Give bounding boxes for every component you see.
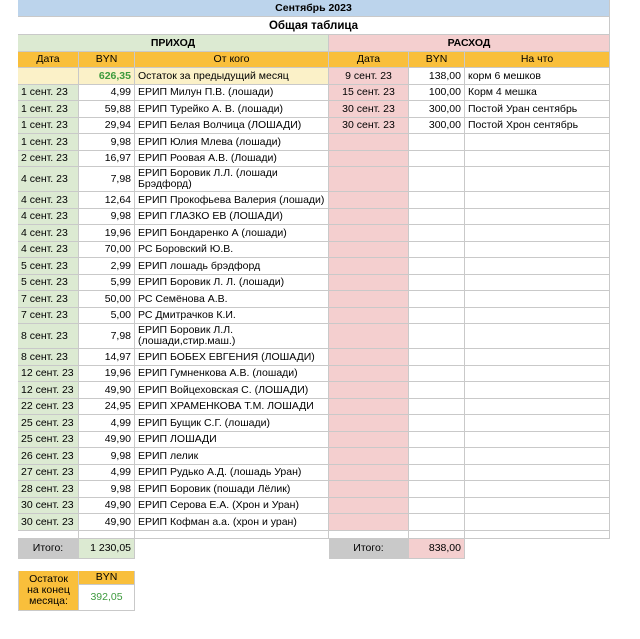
balance-value: 392,05	[79, 585, 135, 611]
expense-date-empty	[329, 399, 409, 416]
carryover-amount: 626,35	[79, 68, 135, 85]
expense-amount: 138,00	[409, 68, 465, 85]
expense-amount-empty	[409, 399, 465, 416]
expense-purpose-empty	[465, 324, 610, 349]
income-date: 7 сент. 23	[18, 291, 79, 308]
expense-purpose-empty	[465, 258, 610, 275]
expense-amount-empty	[409, 167, 465, 192]
table-row	[18, 465, 610, 482]
table-row	[18, 308, 610, 325]
income-from: ЕРИП Милун П.В. (лошади)	[135, 85, 329, 102]
income-from: ЕРИП ЛОШАДИ	[135, 432, 329, 449]
table-row	[18, 415, 610, 432]
expense-amount-empty	[409, 514, 465, 531]
expense-amount-empty	[409, 151, 465, 168]
income-amount: 49,90	[79, 514, 135, 531]
income-from: ЕРИП Прокофьева Валерия (лошади)	[135, 192, 329, 209]
income-date: 30 сент. 23	[18, 498, 79, 515]
income-date: 28 сент. 23	[18, 481, 79, 498]
expense-purpose-empty	[465, 134, 610, 151]
table-row	[18, 209, 610, 226]
expense-amount-empty	[409, 498, 465, 515]
expense-purpose: корм 6 мешков	[465, 68, 610, 85]
table-row	[18, 366, 610, 383]
carryover-label: Остаток за предыдущий месяц	[135, 68, 329, 85]
income-date: 5 сент. 23	[18, 258, 79, 275]
table-row	[18, 514, 610, 531]
expense-date: 9 сент. 23	[329, 68, 409, 85]
income-amount: 24,95	[79, 399, 135, 416]
income-date: 8 сент. 23	[18, 324, 79, 349]
income-amount: 12,64	[79, 192, 135, 209]
income-from: ЕРИП Роовая А.В. (Лошади)	[135, 151, 329, 168]
expense-amount-empty	[409, 432, 465, 449]
income-from: ЕРИП ХРАМЕНКОВА Т.М. ЛОШАДИ	[135, 399, 329, 416]
table-row	[18, 85, 610, 102]
table-row	[18, 498, 610, 515]
income-amount: 70,00	[79, 242, 135, 259]
income-date: 26 сент. 23	[18, 448, 79, 465]
expense-date-empty	[329, 465, 409, 482]
income-total-value: 1 230,05	[79, 539, 135, 559]
expense-date-empty	[329, 514, 409, 531]
month-title: Сентябрь 2023	[18, 0, 610, 17]
income-from: РС Семёнова А.В.	[135, 291, 329, 308]
income-from: ЕРИП Юлия Млева (лошади)	[135, 134, 329, 151]
income-from: РС Дмитрачков К.И.	[135, 308, 329, 325]
expense-header-purpose: На что	[465, 52, 610, 69]
income-date: 1 сент. 23	[18, 85, 79, 102]
income-date: 12 сент. 23	[18, 382, 79, 399]
expense-amount-empty	[409, 382, 465, 399]
income-amount: 16,97	[79, 151, 135, 168]
expense-amount: 100,00	[409, 85, 465, 102]
expense-amount-empty	[409, 366, 465, 383]
expense-date: 15 сент. 23	[329, 85, 409, 102]
expense-purpose-empty	[465, 448, 610, 465]
income-from: ЕРИП Турейко А. В. (лошади)	[135, 101, 329, 118]
income-amount: 2,99	[79, 258, 135, 275]
income-from: ЕРИП Боровик Л. Л. (лошади)	[135, 275, 329, 292]
income-date: 8 сент. 23	[18, 349, 79, 366]
income-from: ЕРИП Серова Е.А. (Хрон и Уран)	[135, 498, 329, 515]
expense-total-value: 838,00	[409, 539, 465, 559]
income-from: ЕРИП Боровик Л.Л. (лошади,стир.маш.)	[135, 324, 329, 349]
income-amount: 19,96	[79, 225, 135, 242]
income-amount: 9,98	[79, 481, 135, 498]
income-date: 30 сент. 23	[18, 514, 79, 531]
income-amount: 29,94	[79, 118, 135, 135]
expense-date-empty	[329, 225, 409, 242]
expense-date-empty	[329, 349, 409, 366]
spreadsheet	[18, 0, 610, 611]
income-amount: 7,98	[79, 324, 135, 349]
table-row	[18, 324, 610, 349]
income-date: 12 сент. 23	[18, 366, 79, 383]
expense-amount-empty	[409, 275, 465, 292]
expense-date: 30 сент. 23	[329, 118, 409, 135]
expense-purpose-empty	[465, 242, 610, 259]
income-amount: 5,99	[79, 275, 135, 292]
income-from: ЕРИП ГЛАЗКО ЕВ (ЛОШАДИ)	[135, 209, 329, 226]
expense-date-empty	[329, 242, 409, 259]
income-from: РС Боровский Ю.В.	[135, 242, 329, 259]
expense-amount-empty	[409, 134, 465, 151]
expense-date-empty	[329, 275, 409, 292]
income-date: 4 сент. 23	[18, 242, 79, 259]
expense-purpose-empty	[465, 399, 610, 416]
expense-amount-empty	[409, 415, 465, 432]
balance-label: Остаток на конец месяца:	[18, 571, 79, 611]
income-date: 2 сент. 23	[18, 151, 79, 168]
income-from: ЕРИП Боровик (пошади Лёлик)	[135, 481, 329, 498]
table-row	[18, 349, 610, 366]
data-rows	[18, 68, 610, 531]
table-title: Общая таблица	[18, 17, 610, 35]
expense-amount-empty	[409, 308, 465, 325]
income-amount: 9,98	[79, 448, 135, 465]
income-date: 1 сент. 23	[18, 118, 79, 135]
table-row	[18, 399, 610, 416]
expense-amount-empty	[409, 225, 465, 242]
expense-purpose-empty	[465, 291, 610, 308]
expense-purpose-empty	[465, 415, 610, 432]
income-date: 27 сент. 23	[18, 465, 79, 482]
income-header-date: Дата	[18, 52, 79, 69]
table-row	[18, 134, 610, 151]
table-row	[18, 151, 610, 168]
expense-purpose: Корм 4 мешка	[465, 85, 610, 102]
table-row	[18, 275, 610, 292]
expense-date-empty	[329, 382, 409, 399]
expense-purpose-empty	[465, 481, 610, 498]
expense-date-empty	[329, 366, 409, 383]
expense-amount-empty	[409, 242, 465, 259]
income-date: 5 сент. 23	[18, 275, 79, 292]
expense-header-byn: BYN	[409, 52, 465, 69]
expense-date-empty	[329, 448, 409, 465]
table-row	[18, 68, 610, 85]
expense-total-label: Итого:	[329, 539, 409, 559]
income-from: ЕРИП Белая Волчица (ЛОШАДИ)	[135, 118, 329, 135]
income-amount: 7,98	[79, 167, 135, 192]
income-date: 4 сент. 23	[18, 209, 79, 226]
expense-date-empty	[329, 258, 409, 275]
income-date: 25 сент. 23	[18, 415, 79, 432]
income-date: 4 сент. 23	[18, 192, 79, 209]
expense-amount-empty	[409, 465, 465, 482]
income-amount: 50,00	[79, 291, 135, 308]
table-row	[18, 101, 610, 118]
expense-purpose-empty	[465, 167, 610, 192]
income-from: ЕРИП Бондаренко А (лошади)	[135, 225, 329, 242]
income-amount: 49,90	[79, 432, 135, 449]
income-from: ЕРИП БОБЕХ ЕВГЕНИЯ (ЛОШАДИ)	[135, 349, 329, 366]
expense-amount-empty	[409, 258, 465, 275]
expense-date-empty	[329, 209, 409, 226]
expense-purpose-empty	[465, 498, 610, 515]
expense-date-empty	[329, 498, 409, 515]
income-amount: 49,90	[79, 382, 135, 399]
expense-purpose-empty	[465, 514, 610, 531]
table-row	[18, 258, 610, 275]
income-from: ЕРИП Войцеховская С. (ЛОШАДИ)	[135, 382, 329, 399]
income-amount: 14,97	[79, 349, 135, 366]
income-section-title: ПРИХОД	[18, 35, 329, 52]
table-row	[18, 291, 610, 308]
expense-date-empty	[329, 134, 409, 151]
expense-purpose-empty	[465, 349, 610, 366]
expense-date-empty	[329, 308, 409, 325]
expense-date-empty	[329, 291, 409, 308]
expense-purpose: Постой Хрон сентябрь	[465, 118, 610, 135]
income-amount: 4,99	[79, 415, 135, 432]
expense-date-empty	[329, 415, 409, 432]
expense-purpose-empty	[465, 308, 610, 325]
table-row	[18, 448, 610, 465]
expense-amount: 300,00	[409, 101, 465, 118]
income-amount: 5,00	[79, 308, 135, 325]
expense-amount: 300,00	[409, 118, 465, 135]
expense-purpose-empty	[465, 366, 610, 383]
expense-purpose-empty	[465, 225, 610, 242]
expense-date-empty	[329, 481, 409, 498]
income-from: ЕРИП Рудько А.Д. (лошадь Уран)	[135, 465, 329, 482]
expense-date-empty	[329, 324, 409, 349]
expense-purpose-empty	[465, 209, 610, 226]
expense-date-empty	[329, 192, 409, 209]
income-date: 7 сент. 23	[18, 308, 79, 325]
table-row	[18, 382, 610, 399]
income-amount: 4,99	[79, 465, 135, 482]
income-from: ЕРИП лелик	[135, 448, 329, 465]
income-header-from: От кого	[135, 52, 329, 69]
income-amount: 19,96	[79, 366, 135, 383]
income-total-label: Итого:	[18, 539, 79, 559]
income-amount: 9,98	[79, 134, 135, 151]
expense-date: 30 сент. 23	[329, 101, 409, 118]
expense-purpose-empty	[465, 151, 610, 168]
expense-amount-empty	[409, 192, 465, 209]
income-from: ЕРИП лошадь брэдфорд	[135, 258, 329, 275]
table-row	[18, 481, 610, 498]
expense-amount-empty	[409, 324, 465, 349]
income-amount: 4,99	[79, 85, 135, 102]
table-row	[18, 167, 610, 192]
expense-purpose-empty	[465, 192, 610, 209]
expense-date-empty	[329, 432, 409, 449]
expense-purpose-empty	[465, 432, 610, 449]
expense-amount-empty	[409, 209, 465, 226]
carryover-date	[18, 68, 79, 85]
table-row	[18, 432, 610, 449]
expense-amount-empty	[409, 291, 465, 308]
expense-date-empty	[329, 167, 409, 192]
income-date: 1 сент. 23	[18, 101, 79, 118]
balance-currency: BYN	[79, 571, 135, 585]
expense-header-date: Дата	[329, 52, 409, 69]
expense-section-title: РАСХОД	[329, 35, 610, 52]
income-from: ЕРИП Гумненкова А.В. (лошади)	[135, 366, 329, 383]
table-row	[18, 242, 610, 259]
income-date: 4 сент. 23	[18, 225, 79, 242]
income-amount: 59,88	[79, 101, 135, 118]
expense-amount-empty	[409, 481, 465, 498]
income-date: 22 сент. 23	[18, 399, 79, 416]
table-row	[18, 225, 610, 242]
income-date: 25 сент. 23	[18, 432, 79, 449]
income-from: ЕРИП Кофман а.а. (хрон и уран)	[135, 514, 329, 531]
income-date: 1 сент. 23	[18, 134, 79, 151]
income-from: ЕРИП Бущик С.Г. (лошади)	[135, 415, 329, 432]
expense-amount-empty	[409, 349, 465, 366]
income-amount: 49,90	[79, 498, 135, 515]
table-row	[18, 118, 610, 135]
income-date: 4 сент. 23	[18, 167, 79, 192]
expense-date-empty	[329, 151, 409, 168]
expense-purpose: Постой Уран сентябрь	[465, 101, 610, 118]
expense-purpose-empty	[465, 382, 610, 399]
income-from: ЕРИП Боровик Л.Л. (лошади Брэдфорд)	[135, 167, 329, 192]
expense-purpose-empty	[465, 275, 610, 292]
table-row	[18, 192, 610, 209]
expense-amount-empty	[409, 448, 465, 465]
expense-purpose-empty	[465, 465, 610, 482]
income-amount: 9,98	[79, 209, 135, 226]
income-header-byn: BYN	[79, 52, 135, 69]
